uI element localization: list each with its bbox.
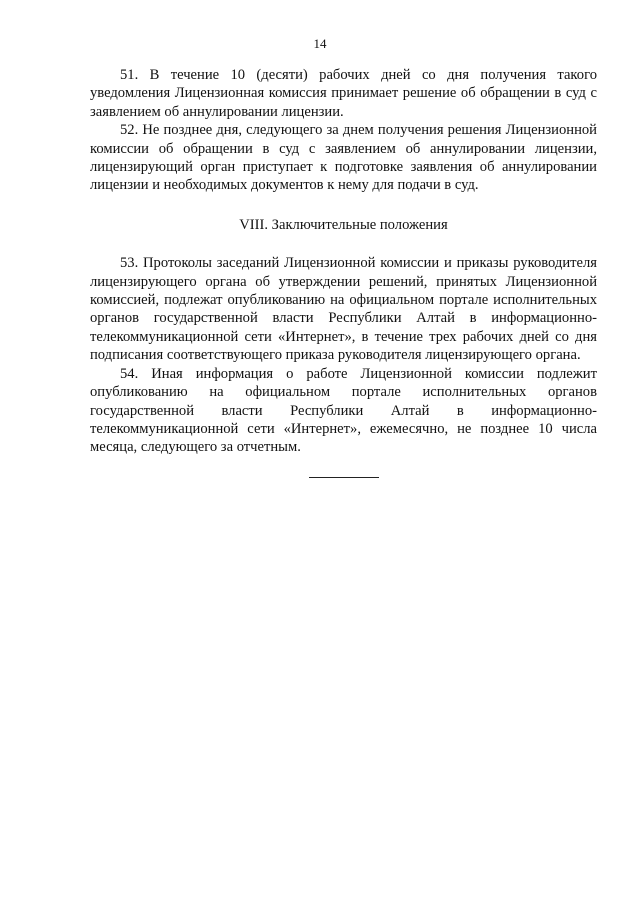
paragraph-54: 54. Иная информация о работе Лицензионной комиссии подлежит опубликованию на официальном портале исполнительных органов государственной власти Республики Алтай в информационно-телекоммуникационной сети «Интернет», ежемесячно, не позднее 10 числа месяца, следующего за отчетным. (90, 365, 597, 456)
paragraph-51: 51. В течение 10 (десяти) рабочих дней со дня получения такого уведомления Лицензионная комиссия принимает решение об обращении в суд с заявлением об аннулировании лицензии. (90, 67, 597, 120)
section-heading: VIII. Заключительные положения (239, 216, 448, 233)
document-body (90, 66, 597, 478)
paragraph-52: 52. Не позднее дня, следующего за днем получения решения Лицензионной комиссии об обращении в суд с заявлением об аннулировании лицензии, лицензирующий орган приступает к подготовке заявления об аннулировании лицензии и необходимых документов к нему для подачи в суд. (90, 122, 597, 194)
end-of-document-rule (309, 477, 379, 478)
paragraph-53: 53. Протоколы заседаний Лицензионной комиссии и приказы руководителя лицензирующего органа об утверждении решений, принятых Лицензионной комиссией, подлежат опубликованию на официальном портале исполнительных органов государственной власти Республики Алтай в информационно-телекоммуникационной сети «Интернет», в течение трех рабочих дней со дня подписания соответствующего приказа руководителя лицензирующего органа. (90, 255, 597, 364)
page-number: 14 (313, 36, 327, 51)
